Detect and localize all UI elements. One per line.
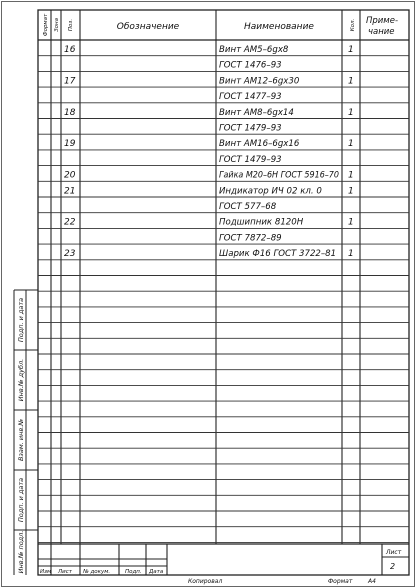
row-name: ГОСТ 7872–89 <box>219 233 282 244</box>
header-format: Формат <box>43 13 49 37</box>
header-designation: Обозначение <box>116 22 180 32</box>
header-pos: Поз. <box>68 18 74 32</box>
footer-format: Формат <box>328 578 353 585</box>
table-row <box>219 92 282 102</box>
row-name: Винт АМ16–6gx16 <box>219 139 300 150</box>
table-row <box>64 171 354 181</box>
table-row <box>219 202 277 212</box>
row-name: ГОСТ 1477–93 <box>219 92 282 103</box>
header-note-line2: чание <box>368 27 395 37</box>
table-row <box>64 45 354 55</box>
table-row <box>219 124 282 134</box>
header-zone: Зона <box>54 18 60 32</box>
table-row <box>64 218 354 228</box>
tb-sheet-label: Лист <box>386 549 402 556</box>
table-row <box>219 155 282 165</box>
row-qty: 1 <box>348 217 354 228</box>
footer-kopiroval: Копировал <box>188 578 223 585</box>
row-qty: 1 <box>348 170 354 181</box>
row-name: ГОСТ 1479–93 <box>219 154 282 165</box>
table-row <box>64 76 354 86</box>
row-pos: 22 <box>64 217 76 228</box>
side-label-podp-data-1: Подп. и дата <box>17 297 25 343</box>
row-qty: 1 <box>348 45 354 55</box>
row-name: Винт АМ5–6gx8 <box>219 45 289 55</box>
row-name: ГОСТ 577–68 <box>219 202 277 212</box>
tb-podp: Подп. <box>125 569 142 575</box>
side-label-inv-podl: Инв.№ подл. <box>17 530 25 574</box>
row-name: Шарик Ф16 ГОСТ 3722–81 <box>219 249 337 260</box>
row-qty: 1 <box>348 249 354 260</box>
table-row <box>219 233 282 243</box>
row-pos: 18 <box>64 107 76 118</box>
table-row <box>219 61 282 71</box>
side-label-vzam-inv: Взам. инв.№ <box>17 418 25 462</box>
row-name: Винт АМ12–6gx30 <box>219 76 300 87</box>
page-outline <box>2 2 415 587</box>
tb-ndoc: № докум. <box>83 569 111 575</box>
row-name: Гайка М20–6Н ГОСТ 5916–70 <box>219 170 340 181</box>
table-row <box>64 186 354 196</box>
row-name: Индикатор ИЧ 02 кл. 0 <box>219 186 322 197</box>
tb-data: Дата <box>149 569 164 575</box>
row-pos: 21 <box>64 186 76 197</box>
table-rows <box>64 45 354 259</box>
header-note-line1: Приме- <box>366 16 399 26</box>
tb-izm: Изм <box>40 569 52 575</box>
table-row <box>64 249 354 259</box>
row-pos: 23 <box>64 249 76 260</box>
side-label-podp-data-2: Подп. и дата <box>17 477 25 523</box>
row-pos: 19 <box>64 139 76 150</box>
row-name: Подшипник 8120Н <box>219 217 304 228</box>
header-qty: Кол. <box>350 18 356 32</box>
row-name: Винт АМ8–6gx14 <box>219 107 294 118</box>
side-label-inv-dubl: Инв.№ дубл. <box>17 358 25 402</box>
row-qty: 1 <box>348 107 354 118</box>
row-pos: 20 <box>64 170 76 181</box>
tb-sheet-number: 2 <box>390 562 396 571</box>
row-qty: 1 <box>348 76 354 87</box>
row-pos: 17 <box>64 76 76 87</box>
table-row <box>64 139 354 149</box>
tb-list: Лист <box>58 569 72 575</box>
row-name: ГОСТ 1479–93 <box>219 123 282 134</box>
row-qty: 1 <box>348 139 354 150</box>
header-name: Наименование <box>244 22 314 32</box>
row-name: ГОСТ 1476–93 <box>219 60 282 71</box>
row-qty: 1 <box>348 186 354 197</box>
row-pos: 16 <box>64 45 76 55</box>
table-row <box>64 108 354 118</box>
footer-format-value: А4 <box>368 578 376 585</box>
